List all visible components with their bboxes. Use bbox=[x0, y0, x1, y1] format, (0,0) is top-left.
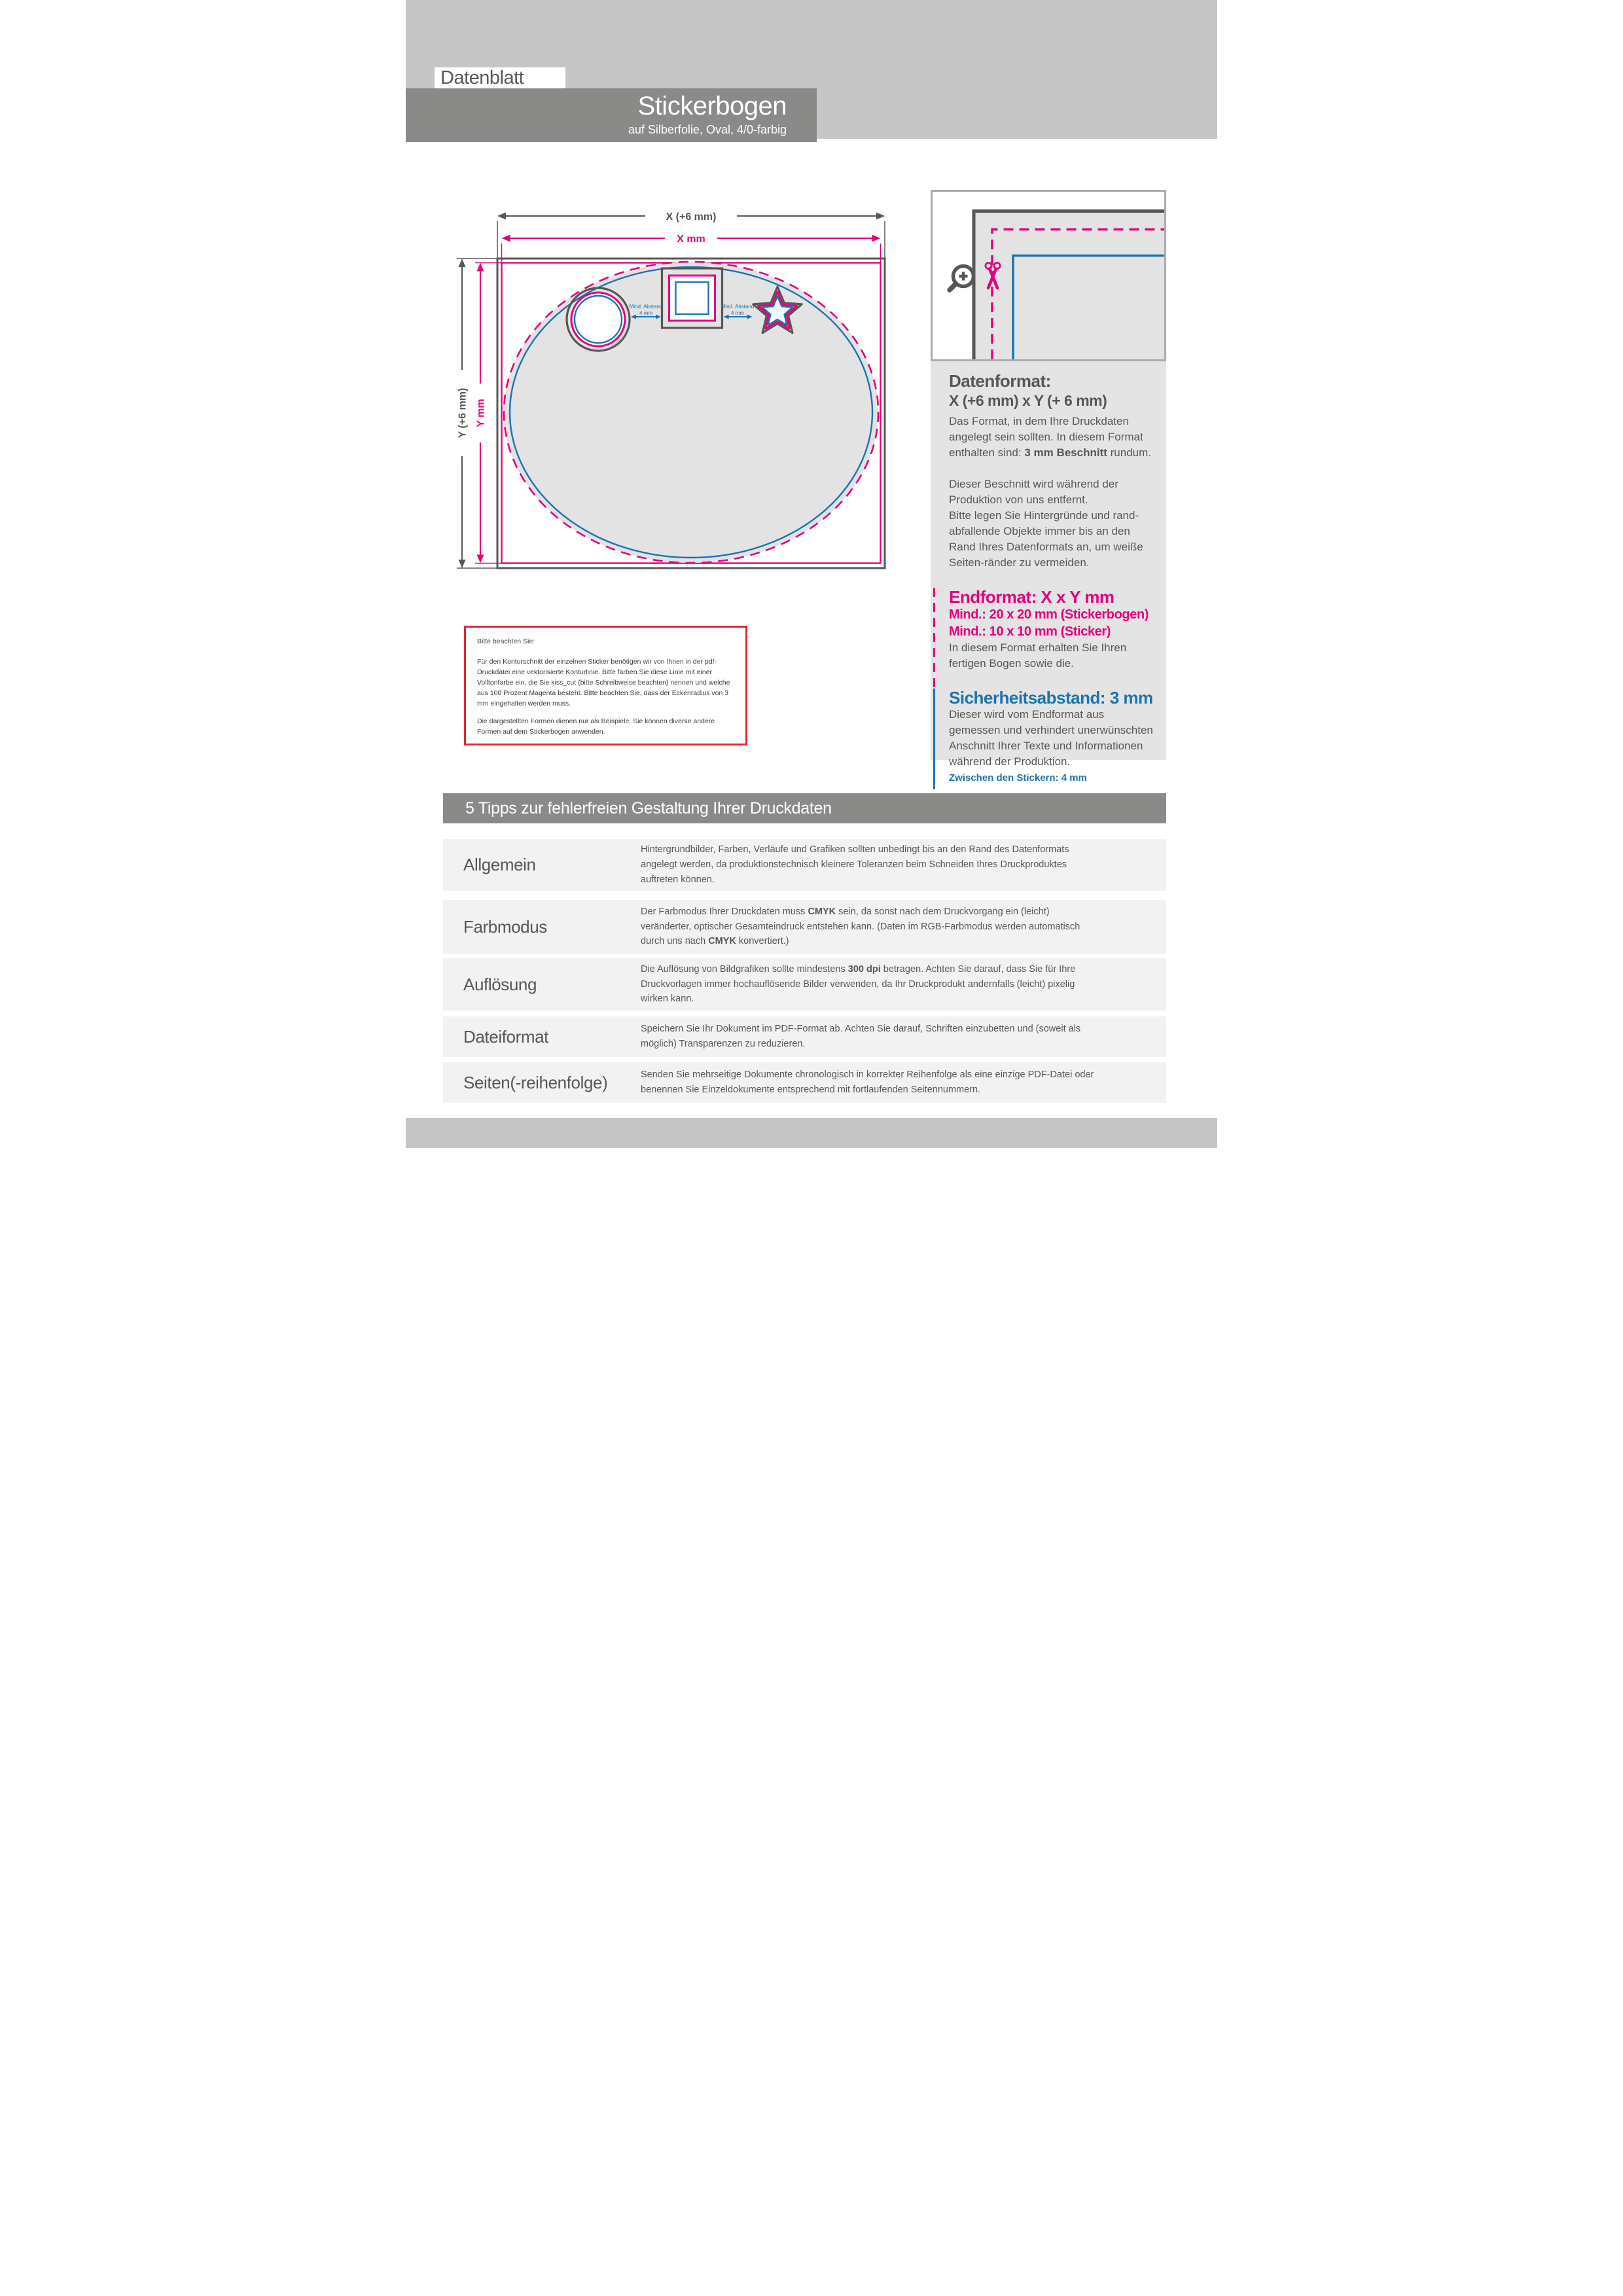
datasheet-page bbox=[406, 0, 1217, 1148]
page-title: Stickerbogen bbox=[637, 92, 787, 120]
dataformat-formula: X (+6 mm) x Y (+ 6 mm) bbox=[949, 392, 1107, 409]
svg-text:Y (+6 mm): Y (+6 mm) bbox=[457, 387, 469, 439]
tips-row-aufloesung bbox=[443, 958, 1166, 1011]
dataformat-para2: Dieser Beschnitt wird während der Produktion von uns entfernt. bbox=[949, 478, 1118, 506]
dataformat-para1: Das Format, in dem Ihre Druckdaten angelegt sein sollten. In diesem Format enthalten sind: 3 mm Beschnitt rundum. bbox=[949, 415, 1151, 459]
endformat-cut-line-marker bbox=[933, 588, 935, 692]
square-sticker bbox=[662, 268, 722, 328]
tips-row-text: Senden Sie mehrseitige Dokumente chronologisch in korrekter Reihenfolge als eine einzige PDF-Datei oder benennen Sie Einzeldokumente entsprechend mit fortlaufenden Seitennummern. bbox=[641, 1069, 1094, 1095]
endformat-min-sticker: Mind.: 10 x 10 mm (Sticker) bbox=[949, 624, 1111, 639]
circle-sticker bbox=[567, 288, 630, 351]
safety-note: Zwischen den Stickern: 4 mm bbox=[949, 772, 1087, 783]
notice-box bbox=[464, 626, 747, 745]
tips-row-seitenreihenfolge bbox=[443, 1062, 1166, 1103]
tips-row-label: Auflösung bbox=[463, 974, 537, 994]
safety-line-marker bbox=[933, 689, 935, 789]
format-info-panel bbox=[931, 361, 1166, 783]
notice-para1: Für den Konturschnitt der einzelnen Sticker benötigen wir von Ihnen in der pdf-Druckdatei eine vektorisierte Konturlinie. Bitte färben Sie diese Linie mit einer Volltonfarbe ein, die Sie kiss_cut (bitte Schreibweise beachten) nennen und welche aus 100 Prozent Magenta besteht. Bitte beachten Sie, dass der Eckenradius von 3 mm eingehalten werden muss. bbox=[477, 658, 730, 708]
svg-text:4 mm: 4 mm bbox=[731, 310, 744, 316]
tips-row-dateiformat bbox=[443, 1016, 1166, 1057]
svg-text:X mm: X mm bbox=[677, 234, 705, 245]
tips-row-text: Der Farbmodus Ihrer Druckdaten muss CMYK sein, da sonst nach dem Druckvorgang ein (leicht) veränderter, optischer Gesamteindruck entstehen kann. (Daten im RGB-Farbmodus werden automatisch durch uns nach CMYK konvertiert.) bbox=[641, 906, 1080, 947]
tips-row-label: Farbmodus bbox=[463, 916, 547, 937]
tips-row-label: Seiten(-reihenfolge) bbox=[463, 1072, 608, 1092]
dim-y-inner bbox=[471, 263, 490, 564]
tips-header-bar bbox=[443, 793, 1166, 823]
notice-title: Bitte beachten Sie: bbox=[477, 637, 535, 645]
sheet-label-box bbox=[435, 67, 565, 89]
magnifier-plus-icon bbox=[950, 266, 974, 291]
tips-row-allgemein bbox=[443, 839, 1166, 891]
svg-text:Mind. Abstand: Mind. Abstand bbox=[721, 304, 755, 310]
dim-x-inner bbox=[502, 229, 881, 247]
tips-row-farbmodus bbox=[443, 900, 1166, 954]
dim-x-outer bbox=[497, 207, 885, 225]
tips-row-label: Dateiformat bbox=[463, 1026, 548, 1047]
safety-body: Dieser wird vom Endformat aus gemessen und verhindert unerwünschten Anschnitt Ihrer Texte und Informationen während der Produktion. bbox=[949, 708, 1153, 768]
svg-text:4 mm: 4 mm bbox=[639, 310, 652, 316]
endformat-min-sheet: Mind.: 20 x 20 mm (Stickerbogen) bbox=[949, 607, 1149, 622]
safety-block bbox=[949, 689, 1158, 785]
corner-detail-illustration bbox=[933, 192, 1164, 359]
safety-heading: Sicherheitsabstand: 3 mm bbox=[949, 688, 1153, 708]
svg-text:Y mm: Y mm bbox=[475, 399, 487, 427]
sticker-sheet-diagram bbox=[445, 196, 903, 583]
endformat-heading: Endformat: X x Y mm bbox=[949, 587, 1115, 607]
endformat-block bbox=[949, 588, 1158, 672]
title-bar bbox=[406, 88, 817, 142]
tips-heading: 5 Tipps zur fehlerfreien Gestaltung Ihrer Druckdaten bbox=[465, 799, 832, 817]
endformat-body: In diesem Format erhalten Sie Ihren fertigen Bogen sowie die. bbox=[949, 641, 1127, 670]
svg-text:Mind. Abstand: Mind. Abstand bbox=[629, 304, 663, 310]
sheet-label: Datenblatt bbox=[440, 67, 524, 88]
footer-band bbox=[406, 1118, 1217, 1148]
dataformat-heading: Datenformat: bbox=[949, 371, 1051, 391]
bleed-area-fill bbox=[974, 211, 1164, 360]
tips-row-text: Hintergrundbilder, Farben, Verläufe und Grafiken sollten unbedingt bis an den Rand des Datenformats angelegt werden, da produktionstechnisch kleinere Toleranzen beim Schneiden Ihres Druckproduktes auftreten können. bbox=[641, 844, 1069, 885]
page-subtitle: auf Silberfolie, Oval, 4/0-farbig bbox=[628, 123, 787, 136]
dim-y-outer bbox=[453, 259, 471, 568]
tips-row-label: Allgemein bbox=[463, 855, 536, 874]
tips-row-text: Speichern Sie Ihr Dokument im PDF-Format ab. Achten Sie darauf, Schriften einzubetten und (soweit als möglich) Transparenzen zu reduzieren. bbox=[641, 1024, 1081, 1049]
tips-row-text: Die Auflösung von Bildgrafiken sollte mindestens 300 dpi betragen. Achten Sie darauf, dass Sie für Ihre Druckvorlagen immer hochauflösende Bilder verwenden, da Ihr Druckprodukt andernfalls (leicht) pixelig wirken kann. bbox=[641, 963, 1076, 1005]
notice-para2: Die dargestellten Formen dienen nur als Beispiele. Sie können diverse andere Formen auf dem Stickerbogen anwenden. bbox=[477, 717, 715, 736]
corner-detail-box bbox=[931, 190, 1166, 361]
svg-text:X (+6 mm): X (+6 mm) bbox=[666, 211, 717, 223]
dataformat-para3: Bitte legen Sie Hintergründe und rand-abfallende Objekte immer bis an den Rand Ihres Datenformats an, um weiße Seiten-ränder zu vermeiden. bbox=[949, 509, 1143, 569]
